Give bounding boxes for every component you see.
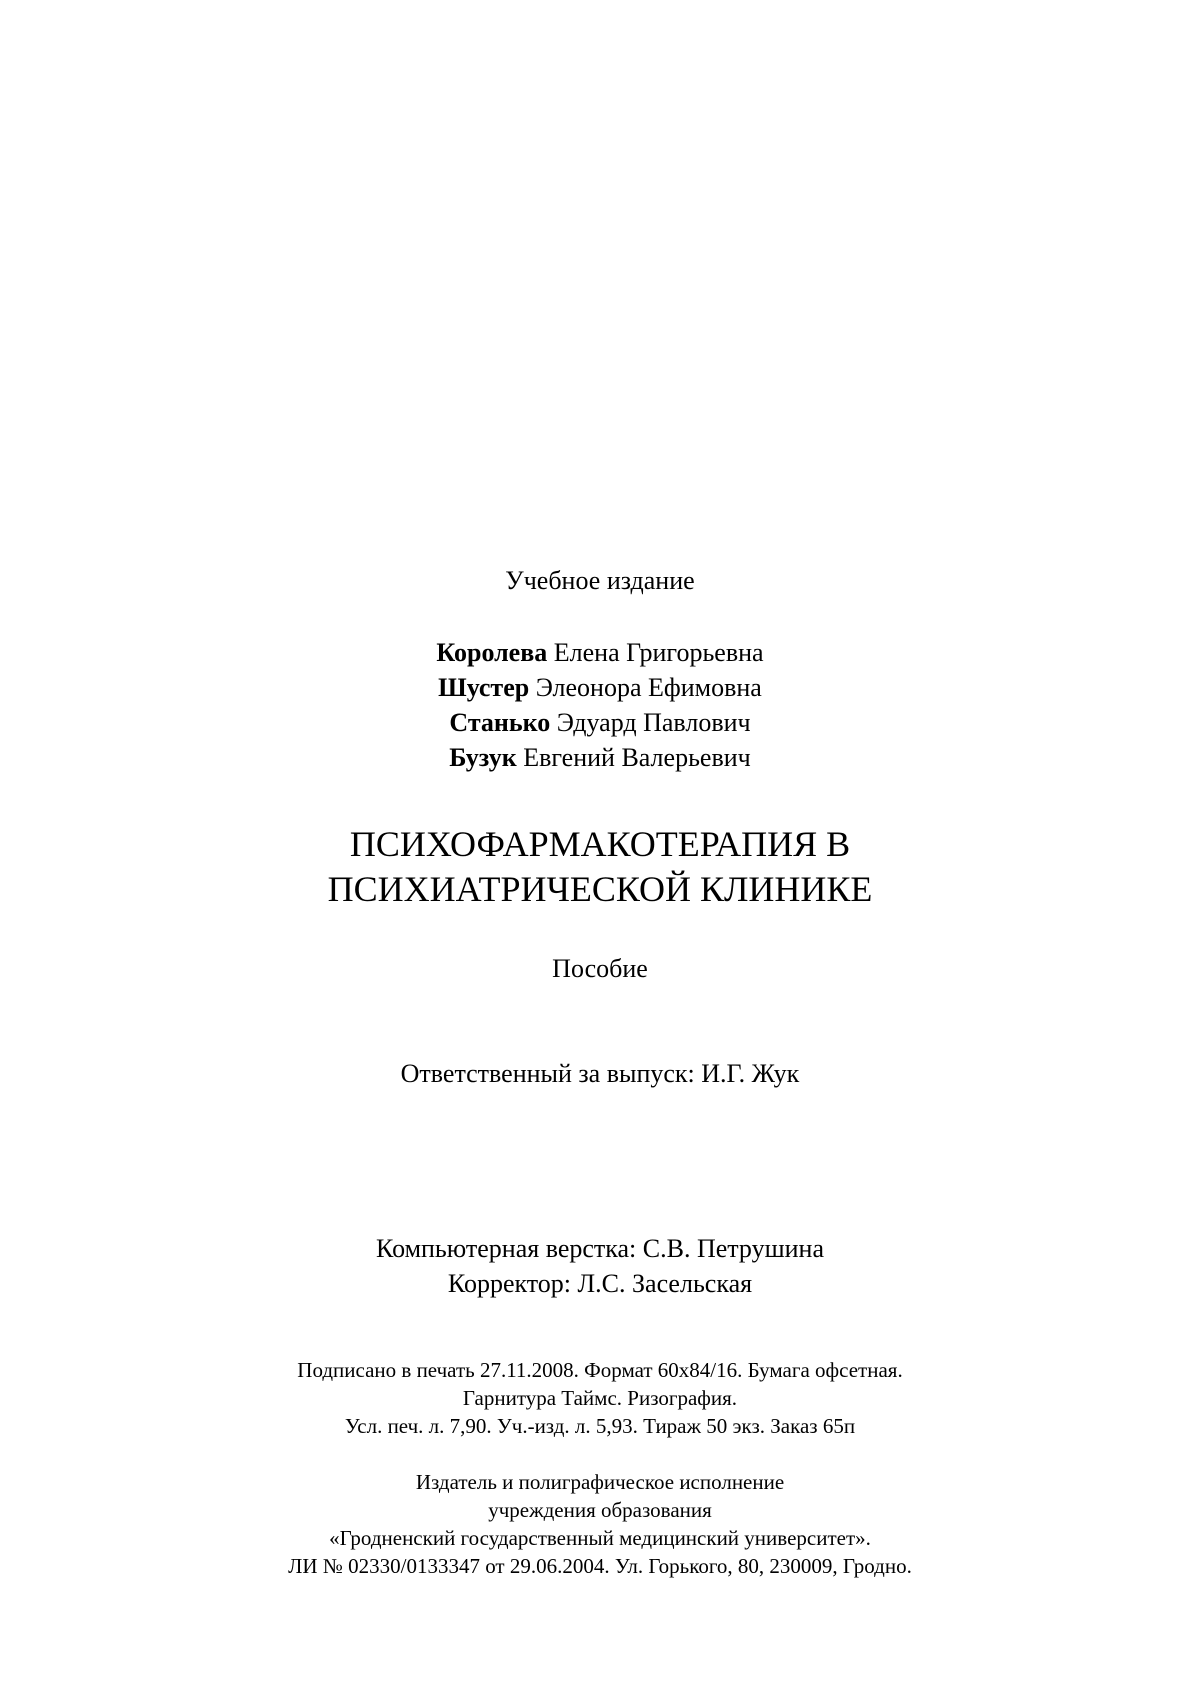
- author-line: [0, 675, 1200, 701]
- imprint-line: Подписано в печать 27.11.2008. Формат 60x84/16. Бумага офсетная.: [297, 1358, 903, 1382]
- author-line: [0, 710, 1200, 736]
- edition-type: Учебное издание: [505, 566, 695, 595]
- responsible-editor: Ответственный за выпуск: И.Г. Жук: [400, 1059, 800, 1088]
- layout-credit: Компьютерная верстка: С.В. Петрушина: [376, 1234, 824, 1263]
- book-title-line-1: ПСИХОФАРМАКОТЕРАПИЯ В: [349, 824, 851, 864]
- publisher-line: учреждения образования: [488, 1498, 712, 1522]
- author-surname: Бузук: [449, 743, 517, 772]
- author-given-name: Евгений Валерьевич: [516, 743, 751, 772]
- publisher-line: Издатель и полиграфическое исполнение: [415, 1470, 785, 1494]
- book-title-line-2: ПСИХИАТРИЧЕСКОЙ КЛИНИКЕ: [327, 869, 873, 909]
- imprint-line: Гарнитура Таймс. Ризография.: [462, 1386, 738, 1410]
- author-line: [0, 745, 1200, 771]
- author-surname: Шустер: [438, 673, 530, 702]
- publisher-line: «Гродненский государственный медицинский университет».: [329, 1526, 871, 1550]
- proofreader-credit: Корректор: Л.С. Засельская: [447, 1269, 753, 1298]
- author-given-name: Эдуард Павлович: [550, 708, 751, 737]
- imprint-line: Усл. печ. л. 7,90. Уч.-изд. л. 5,93. Тираж 50 экз. Заказ 65п: [344, 1414, 856, 1438]
- publisher-line: ЛИ № 02330/0133347 от 29.06.2004. Ул. Горького, 80, 230009, Гродно.: [288, 1554, 912, 1578]
- author-surname: Станько: [449, 708, 551, 737]
- author-surname: Королева: [436, 638, 548, 667]
- book-subtitle: Пособие: [552, 954, 648, 983]
- author-given-name: Элеонора Ефимовна: [529, 673, 762, 702]
- author-given-name: Елена Григорьевна: [547, 638, 764, 667]
- author-line: [0, 640, 1200, 666]
